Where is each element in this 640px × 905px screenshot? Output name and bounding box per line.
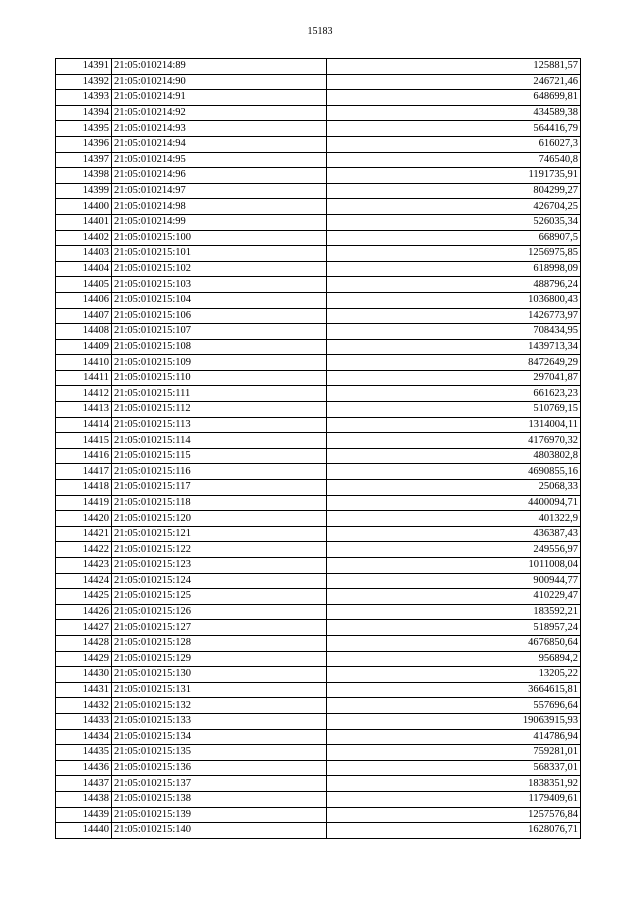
row-number-cell: 14413	[56, 402, 112, 418]
table-row	[56, 402, 581, 418]
table-row	[56, 261, 581, 277]
cadastral-number-cell: 21:05:010215:121	[112, 526, 327, 542]
table-row	[56, 246, 581, 262]
table-row	[56, 464, 581, 480]
value-cell: 4176970,32	[327, 433, 581, 449]
table-row	[56, 433, 581, 449]
row-number-cell: 14395	[56, 121, 112, 137]
row-number-cell: 14394	[56, 105, 112, 121]
cadastral-number-cell: 21:05:010215:130	[112, 667, 327, 683]
value-cell: 1838351,92	[327, 776, 581, 792]
table-row	[56, 682, 581, 698]
table-row	[56, 713, 581, 729]
value-cell: 19063915,93	[327, 713, 581, 729]
table-row	[56, 667, 581, 683]
row-number-cell: 14409	[56, 339, 112, 355]
cadastral-number-cell: 21:05:010215:133	[112, 713, 327, 729]
table-row	[56, 370, 581, 386]
row-number-cell: 14429	[56, 651, 112, 667]
table-row	[56, 604, 581, 620]
table-row	[56, 417, 581, 433]
table-row	[56, 308, 581, 324]
table-row	[56, 480, 581, 496]
row-number-cell: 14393	[56, 90, 112, 106]
row-number-cell: 14428	[56, 635, 112, 651]
table-row	[56, 339, 581, 355]
cadastral-number-cell: 21:05:010214:89	[112, 59, 327, 75]
table-row	[56, 183, 581, 199]
value-cell: 956894,2	[327, 651, 581, 667]
value-cell: 13205,22	[327, 667, 581, 683]
row-number-cell: 14398	[56, 168, 112, 184]
cadastral-number-cell: 21:05:010215:124	[112, 573, 327, 589]
cadastral-number-cell: 21:05:010215:110	[112, 370, 327, 386]
cadastral-number-cell: 21:05:010215:116	[112, 464, 327, 480]
row-number-cell: 14392	[56, 74, 112, 90]
value-cell: 1191735,91	[327, 168, 581, 184]
cadastral-number-cell: 21:05:010215:128	[112, 635, 327, 651]
row-number-cell: 14406	[56, 292, 112, 308]
value-cell: 568337,01	[327, 760, 581, 776]
row-number-cell: 14427	[56, 620, 112, 636]
cadastral-number-cell: 21:05:010215:101	[112, 246, 327, 262]
value-cell: 183592,21	[327, 604, 581, 620]
cadastral-number-cell: 21:05:010215:111	[112, 386, 327, 402]
value-cell: 25068,33	[327, 480, 581, 496]
table-row	[56, 214, 581, 230]
table-row	[56, 495, 581, 511]
value-cell: 414786,94	[327, 729, 581, 745]
table-row	[56, 791, 581, 807]
table-row	[56, 355, 581, 371]
table-row	[56, 823, 581, 839]
row-number-cell: 14430	[56, 667, 112, 683]
value-cell: 488796,24	[327, 277, 581, 293]
row-number-cell: 14423	[56, 558, 112, 574]
table-row	[56, 620, 581, 636]
row-number-cell: 14439	[56, 807, 112, 823]
table-row	[56, 745, 581, 761]
table-row	[56, 74, 581, 90]
cadastral-number-cell: 21:05:010215:118	[112, 495, 327, 511]
row-number-cell: 14435	[56, 745, 112, 761]
value-cell: 436387,43	[327, 526, 581, 542]
row-number-cell: 14432	[56, 698, 112, 714]
value-cell: 297041,87	[327, 370, 581, 386]
row-number-cell: 14424	[56, 573, 112, 589]
table-row	[56, 90, 581, 106]
value-cell: 434589,38	[327, 105, 581, 121]
row-number-cell: 14416	[56, 448, 112, 464]
cadastral-number-cell: 21:05:010215:100	[112, 230, 327, 246]
value-cell: 616027,3	[327, 136, 581, 152]
cadastral-number-cell: 21:05:010214:92	[112, 105, 327, 121]
table-row	[56, 776, 581, 792]
cadastral-number-cell: 21:05:010214:94	[112, 136, 327, 152]
table-body	[56, 59, 581, 839]
row-number-cell: 14414	[56, 417, 112, 433]
cadastral-number-cell: 21:05:010214:99	[112, 214, 327, 230]
row-number-cell: 14402	[56, 230, 112, 246]
cadastral-number-cell: 21:05:010215:134	[112, 729, 327, 745]
value-cell: 426704,25	[327, 199, 581, 215]
cadastral-number-cell: 21:05:010215:129	[112, 651, 327, 667]
cadastral-number-cell: 21:05:010215:120	[112, 511, 327, 527]
cadastral-number-cell: 21:05:010215:108	[112, 339, 327, 355]
value-cell: 1426773,97	[327, 308, 581, 324]
table-row	[56, 199, 581, 215]
row-number-cell: 14397	[56, 152, 112, 168]
row-number-cell: 14431	[56, 682, 112, 698]
value-cell: 900944,77	[327, 573, 581, 589]
row-number-cell: 14407	[56, 308, 112, 324]
row-number-cell: 14391	[56, 59, 112, 75]
row-number-cell: 14436	[56, 760, 112, 776]
value-cell: 759281,01	[327, 745, 581, 761]
value-cell: 648699,81	[327, 90, 581, 106]
cadastral-number-cell: 21:05:010214:90	[112, 74, 327, 90]
cadastral-number-cell: 21:05:010215:125	[112, 589, 327, 605]
row-number-cell: 14437	[56, 776, 112, 792]
value-cell: 401322,9	[327, 511, 581, 527]
row-number-cell: 14417	[56, 464, 112, 480]
row-number-cell: 14403	[56, 246, 112, 262]
value-cell: 8472649,29	[327, 355, 581, 371]
row-number-cell: 14408	[56, 324, 112, 340]
row-number-cell: 14411	[56, 370, 112, 386]
cadastral-number-cell: 21:05:010214:96	[112, 168, 327, 184]
row-number-cell: 14421	[56, 526, 112, 542]
row-number-cell: 14405	[56, 277, 112, 293]
cadastral-number-cell: 21:05:010215:104	[112, 292, 327, 308]
cadastral-number-cell: 21:05:010215:115	[112, 448, 327, 464]
row-number-cell: 14412	[56, 386, 112, 402]
value-cell: 708434,95	[327, 324, 581, 340]
cadastral-number-cell: 21:05:010215:135	[112, 745, 327, 761]
value-cell: 246721,46	[327, 74, 581, 90]
cadastral-number-cell: 21:05:010215:138	[112, 791, 327, 807]
row-number-cell: 14434	[56, 729, 112, 745]
table-row	[56, 230, 581, 246]
table-row	[56, 292, 581, 308]
table-row	[56, 558, 581, 574]
cadastral-number-cell: 21:05:010215:137	[112, 776, 327, 792]
value-cell: 661623,23	[327, 386, 581, 402]
cadastral-number-cell: 21:05:010214:91	[112, 90, 327, 106]
table-row	[56, 324, 581, 340]
row-number-cell: 14401	[56, 214, 112, 230]
cadastral-number-cell: 21:05:010215:123	[112, 558, 327, 574]
cadastral-number-cell: 21:05:010215:113	[112, 417, 327, 433]
value-cell: 1011008,04	[327, 558, 581, 574]
table-row	[56, 573, 581, 589]
value-cell: 526035,34	[327, 214, 581, 230]
row-number-cell: 14415	[56, 433, 112, 449]
cadastral-number-cell: 21:05:010215:107	[112, 324, 327, 340]
table-row	[56, 168, 581, 184]
cadastral-number-cell: 21:05:010215:114	[112, 433, 327, 449]
cadastral-number-cell: 21:05:010215:109	[112, 355, 327, 371]
row-number-cell: 14419	[56, 495, 112, 511]
table-row	[56, 448, 581, 464]
row-number-cell: 14410	[56, 355, 112, 371]
table-row	[56, 277, 581, 293]
row-number-cell: 14425	[56, 589, 112, 605]
cadastral-number-cell: 21:05:010215:122	[112, 542, 327, 558]
row-number-cell: 14399	[56, 183, 112, 199]
value-cell: 4400094,71	[327, 495, 581, 511]
value-cell: 618998,09	[327, 261, 581, 277]
value-cell: 1439713,34	[327, 339, 581, 355]
row-number-cell: 14418	[56, 480, 112, 496]
table-row	[56, 105, 581, 121]
cadastral-number-cell: 21:05:010215:131	[112, 682, 327, 698]
value-cell: 518957,24	[327, 620, 581, 636]
table-row	[56, 698, 581, 714]
cadastral-number-cell: 21:05:010214:95	[112, 152, 327, 168]
table-row	[56, 121, 581, 137]
value-cell: 1314004,11	[327, 417, 581, 433]
value-cell: 1256975,85	[327, 246, 581, 262]
value-cell: 4803802,8	[327, 448, 581, 464]
table-row	[56, 651, 581, 667]
table-row	[56, 59, 581, 75]
row-number-cell: 14404	[56, 261, 112, 277]
cadastral-value-table	[55, 58, 581, 839]
cadastral-number-cell: 21:05:010215:139	[112, 807, 327, 823]
row-number-cell: 14420	[56, 511, 112, 527]
table-row	[56, 152, 581, 168]
cadastral-number-cell: 21:05:010215:127	[112, 620, 327, 636]
row-number-cell: 14426	[56, 604, 112, 620]
cadastral-number-cell: 21:05:010215:112	[112, 402, 327, 418]
page-number: 15183	[307, 26, 333, 37]
cadastral-number-cell: 21:05:010215:117	[112, 480, 327, 496]
value-cell: 668907,5	[327, 230, 581, 246]
value-cell: 1257576,84	[327, 807, 581, 823]
cadastral-number-cell: 21:05:010215:140	[112, 823, 327, 839]
cadastral-number-cell: 21:05:010214:97	[112, 183, 327, 199]
value-cell: 1179409,61	[327, 791, 581, 807]
table-row	[56, 760, 581, 776]
table-row	[56, 511, 581, 527]
value-cell: 4676850,64	[327, 635, 581, 651]
cadastral-number-cell: 21:05:010215:132	[112, 698, 327, 714]
value-cell: 249556,97	[327, 542, 581, 558]
cadastral-number-cell: 21:05:010214:93	[112, 121, 327, 137]
cadastral-number-cell: 21:05:010215:106	[112, 308, 327, 324]
cadastral-number-cell: 21:05:010214:98	[112, 199, 327, 215]
value-cell: 564416,79	[327, 121, 581, 137]
cadastral-number-cell: 21:05:010215:126	[112, 604, 327, 620]
table-row	[56, 542, 581, 558]
table-row	[56, 136, 581, 152]
value-cell: 1036800,43	[327, 292, 581, 308]
table-row	[56, 807, 581, 823]
row-number-cell: 14438	[56, 791, 112, 807]
cadastral-number-cell: 21:05:010215:102	[112, 261, 327, 277]
row-number-cell: 14396	[56, 136, 112, 152]
cadastral-number-cell: 21:05:010215:103	[112, 277, 327, 293]
cadastral-number-cell: 21:05:010215:136	[112, 760, 327, 776]
value-cell: 410229,47	[327, 589, 581, 605]
table-row	[56, 635, 581, 651]
value-cell: 510769,15	[327, 402, 581, 418]
value-cell: 557696,64	[327, 698, 581, 714]
row-number-cell: 14433	[56, 713, 112, 729]
table-row	[56, 589, 581, 605]
value-cell: 4690855,16	[327, 464, 581, 480]
row-number-cell: 14422	[56, 542, 112, 558]
value-cell: 746540,8	[327, 152, 581, 168]
table-row	[56, 526, 581, 542]
row-number-cell: 14400	[56, 199, 112, 215]
value-cell: 125881,57	[327, 59, 581, 75]
table-row	[56, 729, 581, 745]
table-row	[56, 386, 581, 402]
row-number-cell: 14440	[56, 823, 112, 839]
value-cell: 1628076,71	[327, 823, 581, 839]
value-cell: 3664615,81	[327, 682, 581, 698]
value-cell: 804299,27	[327, 183, 581, 199]
